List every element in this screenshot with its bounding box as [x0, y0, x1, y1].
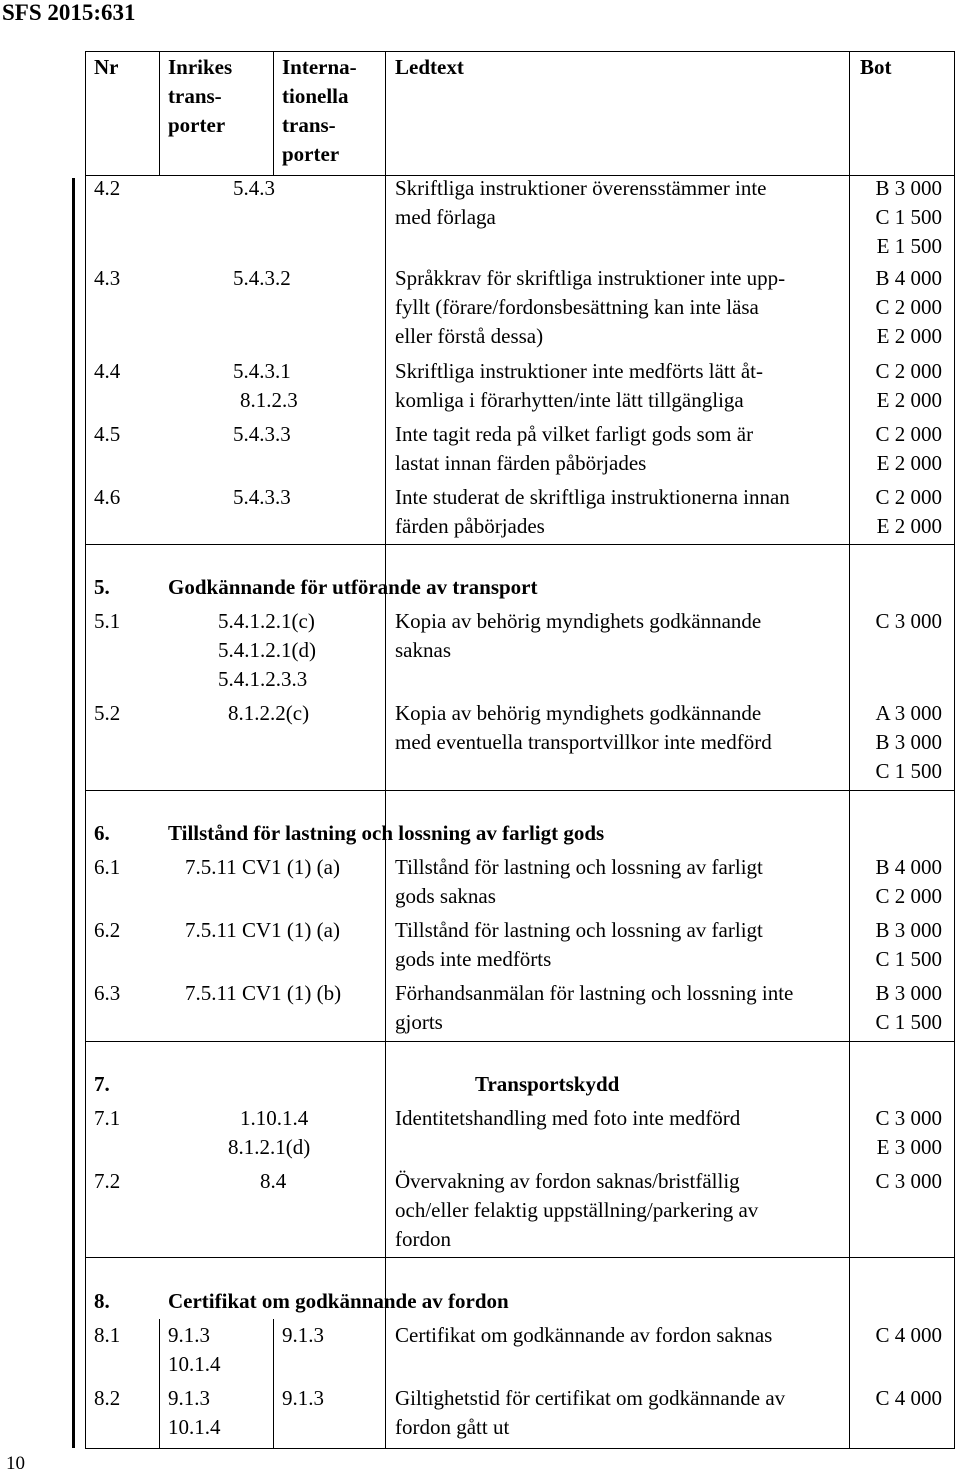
- col-divider-inrikes: [273, 51, 274, 176]
- section-8-number: 8.: [94, 1289, 110, 1313]
- col-divider-ledtext: [385, 51, 386, 1448]
- row-nr: 5.1: [94, 609, 121, 633]
- col-divider-nr: [159, 51, 160, 176]
- row-int-ref: 9.1.3: [282, 1323, 324, 1347]
- row-ref: 5.4.3: [233, 176, 275, 200]
- row-ledtext: gods inte medförts: [395, 947, 552, 971]
- row-ref: 5.4.1.2.1(c): [218, 609, 315, 633]
- section-7-number: 7.: [94, 1072, 110, 1096]
- header-nr: Nr: [94, 55, 119, 79]
- section-5-number: 5.: [94, 575, 110, 599]
- row-bot: C 3 000: [875, 1169, 942, 1193]
- section-5-title: Godkännande för utförande av transport: [168, 575, 538, 599]
- row-ledtext: gjorts: [395, 1010, 443, 1034]
- section-6-number: 6.: [94, 821, 110, 845]
- row-bot: E 3 000: [876, 1135, 942, 1159]
- header-internationella-1: Interna-: [282, 55, 357, 79]
- row-ledtext: gods saknas: [395, 884, 496, 908]
- row-nr: 5.2: [94, 701, 121, 725]
- row-nr: 8.1: [94, 1323, 121, 1347]
- table-border-left: [85, 51, 86, 1449]
- row-ref: 5.4.3.3: [233, 485, 291, 509]
- row-bot: B 3 000: [875, 176, 942, 200]
- row-ledtext: Inte tagit reda på vilket farligt gods som är: [395, 422, 754, 446]
- row-ledtext: saknas: [395, 638, 451, 662]
- section-divider: [85, 544, 955, 545]
- row-bot: C 2 000: [875, 884, 942, 908]
- col-divider-inrikes: [273, 1319, 274, 1448]
- row-bot: B 3 000: [875, 730, 942, 754]
- row-ref: 5.4.3.3: [233, 422, 291, 446]
- row-nr: 7.1: [94, 1106, 121, 1130]
- row-ref: 10.1.4: [168, 1352, 221, 1376]
- row-ledtext: Kopia av behörig myndighets godkännande: [395, 609, 762, 633]
- row-bot: B 3 000: [875, 981, 942, 1005]
- row-ref: 9.1.3: [168, 1386, 210, 1410]
- row-ledtext: Tillstånd för lastning och lossning av farligt: [395, 918, 763, 942]
- row-bot: C 3 000: [875, 1106, 942, 1130]
- row-ledtext: med eventuella transportvillkor inte medförd: [395, 730, 772, 754]
- row-ledtext: Skriftliga instruktioner inte medförts lätt åt-: [395, 359, 764, 383]
- row-ledtext: Tillstånd för lastning och lossning av farligt: [395, 855, 763, 879]
- row-bot: E 2 000: [876, 514, 942, 538]
- header-inrikes-2: trans-: [168, 84, 222, 108]
- row-nr: 4.5: [94, 422, 121, 446]
- sfs-label: SFS 2015:631: [2, 0, 136, 25]
- row-nr: 6.1: [94, 855, 121, 879]
- row-ref: 5.4.3.2: [233, 266, 291, 290]
- row-bot: C 4 000: [875, 1323, 942, 1347]
- header-internationella-3: trans-: [282, 113, 336, 137]
- row-bot: C 1 500: [875, 947, 942, 971]
- row-ledtext: fordon: [395, 1227, 451, 1251]
- row-bot: C 2 000: [875, 422, 942, 446]
- row-bot: C 2 000: [875, 295, 942, 319]
- header-internationella-2: tionella: [282, 84, 349, 108]
- row-bot: C 4 000: [875, 1386, 942, 1410]
- row-ref: 8.1.2.1(d): [228, 1135, 311, 1159]
- section-7-title: Transportskydd: [475, 1072, 620, 1096]
- row-int-ref: 9.1.3: [282, 1386, 324, 1410]
- row-nr: 6.2: [94, 918, 121, 942]
- header-ledtext: Ledtext: [395, 55, 464, 79]
- header-inrikes-1: Inrikes: [168, 55, 233, 79]
- row-ledtext: Inte studerat de skriftliga instruktionerna innan: [395, 485, 790, 509]
- row-ledtext: Skriftliga instruktioner överensstämmer inte: [395, 176, 767, 200]
- row-ledtext: och/eller felaktig uppställning/parkering av: [395, 1198, 759, 1222]
- row-bot: E 1 500: [876, 234, 942, 258]
- row-ledtext: Språkkrav för skriftliga instruktioner inte upp-: [395, 266, 786, 290]
- row-bot: E 2 000: [876, 388, 942, 412]
- row-bot: C 1 500: [875, 759, 942, 783]
- table-border-top: [85, 51, 955, 52]
- row-ledtext: lastat innan färden påbörjades: [395, 451, 647, 475]
- row-bot: B 4 000: [875, 855, 942, 879]
- row-ledtext: färden påbörjades: [395, 514, 545, 538]
- row-ref: 5.4.1.2.1(d): [218, 638, 316, 662]
- row-nr: 4.2: [94, 176, 121, 200]
- row-bot: B 4 000: [875, 266, 942, 290]
- row-ledtext: Identitetshandling med foto inte medförd: [395, 1106, 741, 1130]
- row-bot: C 3 000: [875, 609, 942, 633]
- penalty-table: [85, 51, 955, 1449]
- col-divider-bot: [849, 51, 850, 1448]
- row-bot: E 2 000: [876, 324, 942, 348]
- row-ref: 5.4.3.1: [233, 359, 291, 383]
- row-ref: 8.1.2.2(c): [228, 701, 310, 725]
- row-ledtext: Kopia av behörig myndighets godkännande: [395, 701, 762, 725]
- row-ref: 5.4.1.2.3.3: [218, 667, 308, 691]
- row-nr: 4.3: [94, 266, 121, 290]
- row-ref: 1.10.1.4: [240, 1106, 309, 1130]
- row-ledtext: med förlaga: [395, 205, 496, 229]
- col-divider-nr: [159, 1319, 160, 1448]
- row-nr: 6.3: [94, 981, 121, 1005]
- row-ref: 7.5.11 CV1 (1) (b): [185, 981, 342, 1005]
- row-ref: 7.5.11 CV1 (1) (a): [185, 855, 340, 879]
- table-border-right: [954, 51, 955, 1449]
- table-border-bottom: [85, 1448, 955, 1449]
- section-divider: [85, 790, 955, 791]
- row-nr: 8.2: [94, 1386, 121, 1410]
- row-bot: E 2 000: [876, 451, 942, 475]
- row-ref: 8.1.2.3: [240, 388, 298, 412]
- row-ledtext: eller förstå dessa): [395, 324, 544, 348]
- row-ledtext: Giltighetstid för certifikat om godkännande av: [395, 1386, 786, 1410]
- row-ledtext: fyllt (förare/fordonsbesättning kan inte läsa: [395, 295, 759, 319]
- row-nr: 7.2: [94, 1169, 121, 1193]
- row-ledtext: Certifikat om godkännande av fordon saknas: [395, 1323, 773, 1347]
- header-internationella-4: porter: [282, 142, 340, 166]
- header-bot: Bot: [860, 55, 892, 79]
- row-bot: A 3 000: [875, 701, 942, 725]
- row-bot: C 2 000: [875, 359, 942, 383]
- row-ledtext: fordon gått ut: [395, 1415, 510, 1439]
- row-ref: 7.5.11 CV1 (1) (a): [185, 918, 340, 942]
- section-8-title: Certifikat om godkännande av fordon: [168, 1289, 509, 1313]
- row-ledtext: Förhandsanmälan för lastning och lossning inte: [395, 981, 794, 1005]
- row-ref: 8.4: [260, 1169, 287, 1193]
- row-bot: C 1 500: [875, 205, 942, 229]
- row-bot: C 2 000: [875, 485, 942, 509]
- row-bot: C 1 500: [875, 1010, 942, 1034]
- row-ledtext: komliga i förarhytten/inte lätt tillgängliga: [395, 388, 744, 412]
- page-number: 10: [6, 1453, 25, 1474]
- section-divider: [85, 1041, 955, 1042]
- row-ref: 10.1.4: [168, 1415, 221, 1439]
- row-nr: 4.6: [94, 485, 121, 509]
- section-6-title: Tillstånd för lastning och lossning av farligt gods: [168, 821, 605, 845]
- row-nr: 4.4: [94, 359, 121, 383]
- row-ledtext: Övervakning av fordon saknas/bristfällig: [395, 1169, 740, 1193]
- row-ref: 9.1.3: [168, 1323, 210, 1347]
- section-divider: [85, 1257, 955, 1258]
- margin-bar: [72, 178, 75, 1448]
- header-inrikes-3: porter: [168, 113, 226, 137]
- row-bot: B 3 000: [875, 918, 942, 942]
